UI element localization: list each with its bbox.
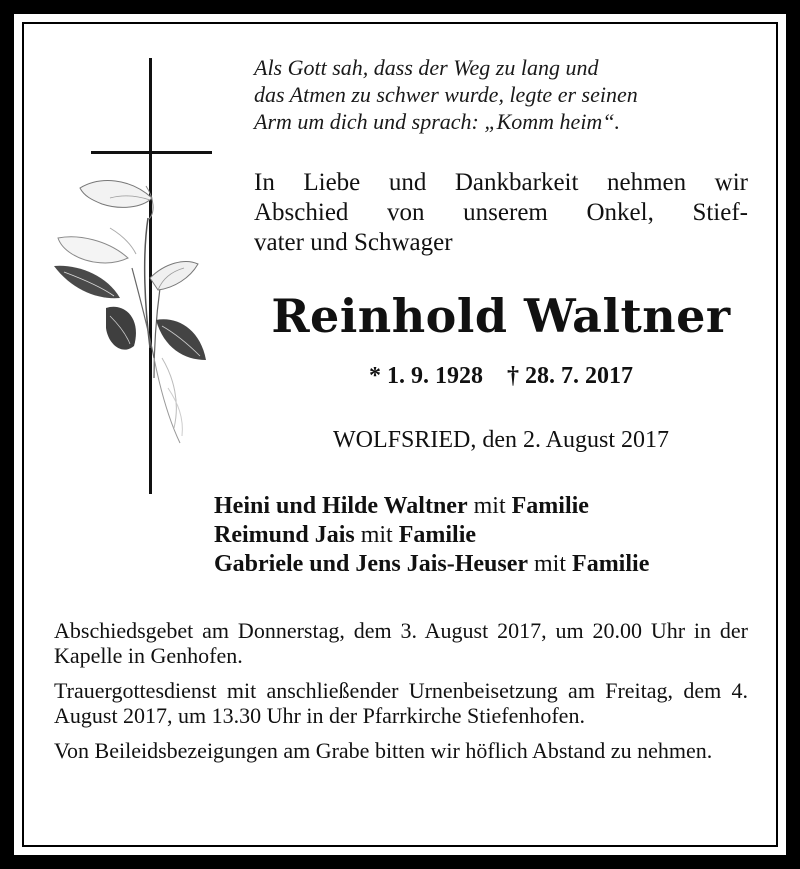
- mourner-name: Heini und Hilde Waltner: [214, 493, 468, 519]
- intro-line: vater und Schwager: [254, 229, 453, 256]
- mourner-connector: mit: [534, 551, 567, 577]
- mourner-name: Gabriele und Jens Jais-Heuser: [214, 551, 529, 577]
- poem-line: das Atmen zu schwer wurde, legte er seinen: [254, 82, 638, 107]
- death-date: † 28. 7. 2017: [507, 363, 633, 389]
- mourner-connector: mit: [360, 522, 393, 548]
- prayer-note: Abschiedsgebet am Donnerstag, dem 3. August 2017, um 20.00 Uhr in der Kapelle in Genhofen.: [54, 618, 748, 668]
- mourner-connector: mit: [473, 493, 506, 519]
- condolence-note: Von Beileidsbezeigungen am Grabe bitten wir höflich Abstand zu nehmen.: [54, 738, 713, 763]
- mourner-suffix: Familie: [572, 551, 650, 577]
- life-dates: [254, 362, 748, 390]
- mourner-row: [214, 550, 649, 579]
- mourner-row: [214, 521, 649, 550]
- mourners-list: [214, 492, 649, 579]
- birth-date: * 1. 9. 1928: [369, 363, 483, 389]
- funeral-service-note: Trauergottesdienst mit anschließender Urnenbeisetzung am Freitag, dem 4. August 2017, um 13.30 Uhr in der Pfarrkirche Stiefenhofen.: [54, 678, 748, 728]
- memorial-poem: [254, 54, 638, 135]
- service-notes: [54, 618, 748, 773]
- poem-line: Als Gott sah, dass der Weg zu lang und: [254, 55, 599, 80]
- poem-line: Arm um dich und sprach: „Komm heim“.: [254, 109, 621, 134]
- intro-line: In Liebe und Dankbarkeit nehmen wir: [254, 169, 748, 196]
- place-and-date: WOLFSRIED, den 2. August 2017: [333, 427, 669, 453]
- mourner-suffix: Familie: [398, 522, 477, 548]
- deceased-name: Reinhold Waltner: [271, 289, 731, 343]
- intro-line: Abschied von unserem Onkel, Stief-: [254, 199, 748, 226]
- cross-with-calla-lilies-icon: [50, 58, 220, 498]
- mourner-row: [214, 492, 649, 521]
- intro-text: [254, 168, 748, 258]
- mourner-suffix: Familie: [511, 493, 589, 519]
- mourner-name: Reimund Jais: [214, 522, 355, 548]
